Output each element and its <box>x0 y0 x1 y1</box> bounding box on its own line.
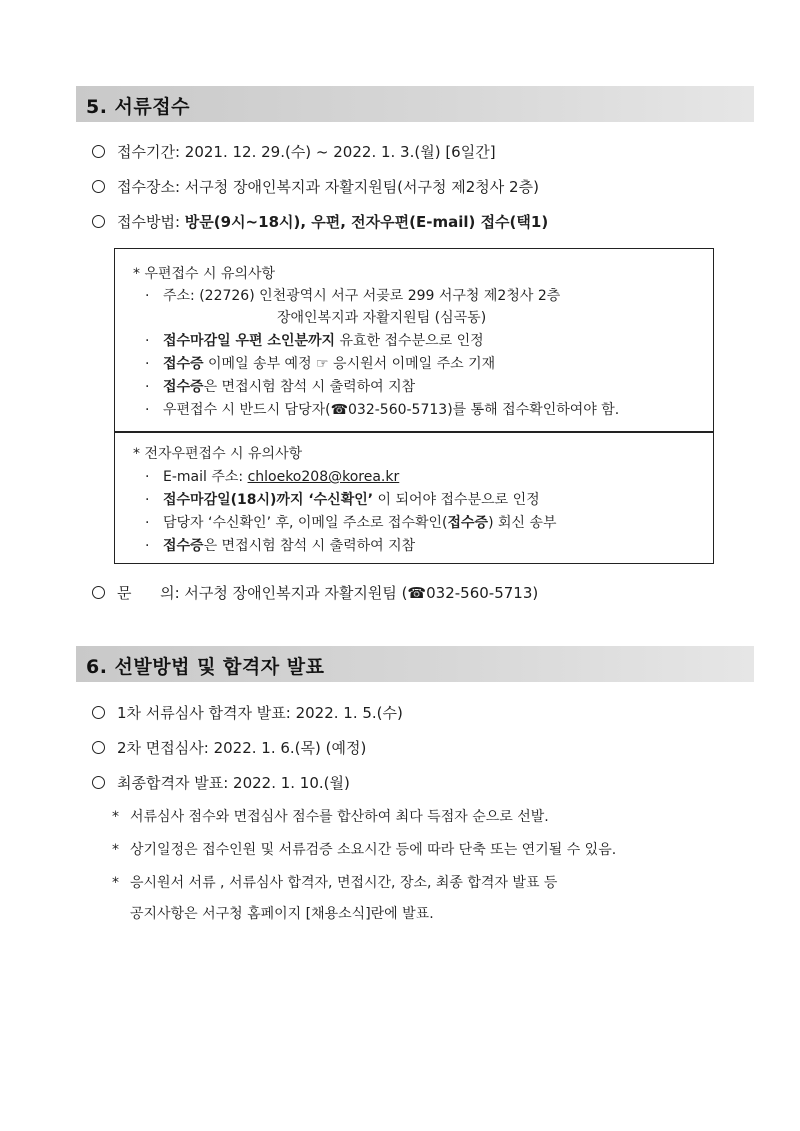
inquiry-item: 문 의: 서구청 장애인복지과 자활지원팀 (☎032-560-5713) <box>92 583 538 603</box>
circle-bullet-icon <box>92 776 105 789</box>
email-receipt-print: · 접수증은 면접시험 참석 시 출력하여 지참 <box>145 538 416 554</box>
postal-notice-title: * 우편접수 시 유의사항 <box>133 266 276 282</box>
circle-bullet-icon <box>92 180 105 193</box>
email-address-link[interactable]: chloeko208@korea.kr <box>247 469 400 485</box>
first-round-item: 1차 서류심사 합격자 발표: 2022. 1. 5.(수) <box>92 703 403 723</box>
email-address-line: · E-mail 주소: chloeko208@korea.kr <box>145 469 400 485</box>
period-item: 접수기간: 2021. 12. 29.(수) ~ 2022. 1. 3.(월) [6일간] <box>92 142 496 162</box>
circle-bullet-icon <box>92 741 105 754</box>
circle-bullet-icon <box>92 145 105 158</box>
email-reply: · 담당자 ‘수신확인’ 후, 이메일 주소로 접수확인(접수증) 회신 송부 <box>145 515 557 531</box>
section-5-header <box>76 86 754 122</box>
postal-receipt-print: · 접수증은 면접시험 참석 시 출력하여 지참 <box>145 379 416 395</box>
postal-address-cont: 장애인복지과 자활지원팀 (심곡동) <box>277 310 487 326</box>
email-deadline: · 접수마감일(18시)까지 ‘수신확인’ 이 되어야 접수분으로 인정 <box>145 492 540 508</box>
section-6-title: 6. 선발방법 및 합격자 발표 <box>86 656 325 678</box>
postal-address: · 주소: (22726) 인천광역시 서구 서곶로 299 서구청 제2청사 2층 <box>145 288 561 304</box>
note-selection: * 서류심사 점수와 면접심사 점수를 합산하여 최다 득점자 순으로 선발. <box>112 809 549 825</box>
postal-receipt-email: · 접수증 이메일 송부 예정 ☞ 응시원서 이메일 주소 기재 <box>145 356 496 372</box>
email-notice-box <box>114 432 714 564</box>
section-6-header <box>76 646 754 682</box>
note-schedule: * 상기일정은 접수인원 및 서류검증 소요시간 등에 따라 단축 또는 연기될 수 있음. <box>112 842 617 858</box>
postal-notice-box <box>114 248 714 432</box>
circle-bullet-icon <box>92 215 105 228</box>
place-item: 접수장소: 서구청 장애인복지과 자활지원팀(서구청 제2청사 2층) <box>92 177 539 197</box>
postal-deadline: · 접수마감일 우편 소인분까지 유효한 접수분으로 인정 <box>145 333 484 349</box>
email-notice-title: * 전자우편접수 시 유의사항 <box>133 446 303 462</box>
note-announcement-cont: 공지사항은 서구청 홈페이지 [채용소식]란에 발표. <box>130 906 434 922</box>
note-announcement: * 응시원서 서류 , 서류심사 합격자, 면접시간, 장소, 최종 합격자 발표 등 <box>112 875 558 891</box>
final-result-item: 최종합격자 발표: 2022. 1. 10.(월) <box>92 773 350 793</box>
second-round-item: 2차 면접심사: 2022. 1. 6.(목) (예정) <box>92 738 366 758</box>
section-5-title: 5. 서류접수 <box>86 96 190 118</box>
circle-bullet-icon <box>92 706 105 719</box>
method-item: 접수방법: 방문(9시~18시), 우편, 전자우편(E-mail) 접수(택1) <box>92 212 548 232</box>
postal-confirm: · 우편접수 시 반드시 담당자(☎032-560-5713)를 통해 접수확인하여야 함. <box>145 402 620 418</box>
circle-bullet-icon <box>92 586 105 599</box>
